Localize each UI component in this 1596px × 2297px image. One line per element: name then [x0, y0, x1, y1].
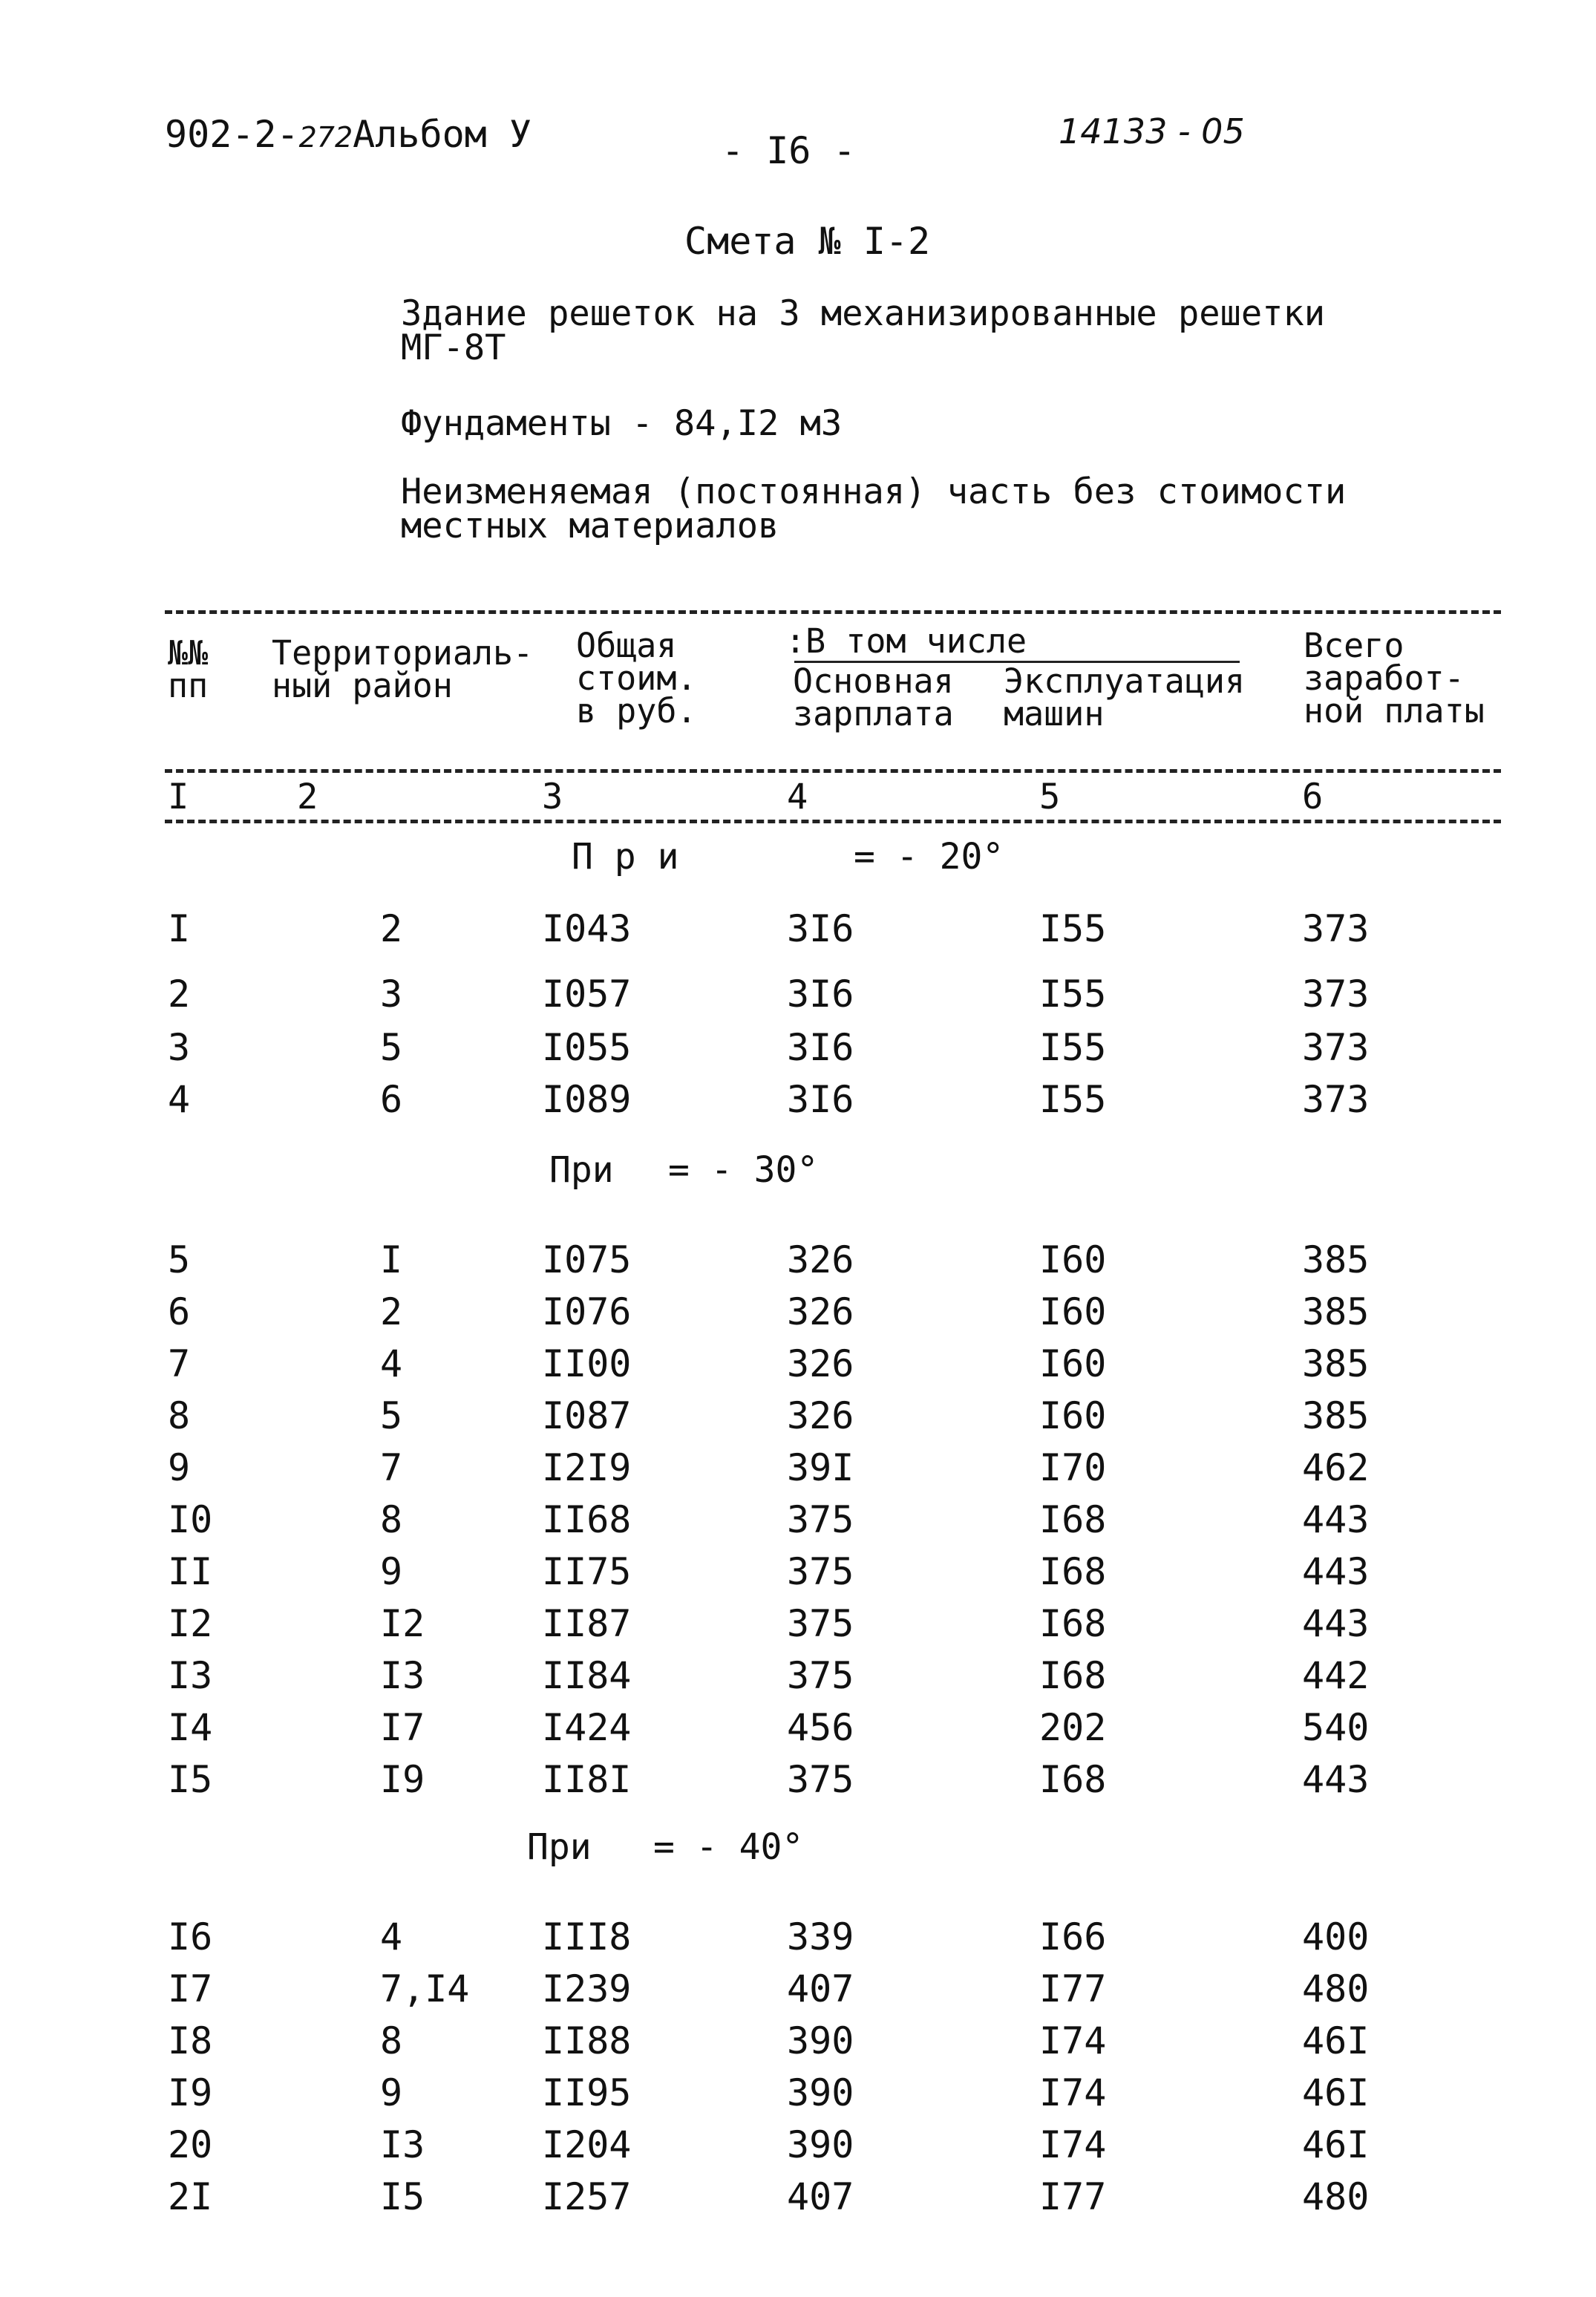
cell-total-wages: 462: [1302, 1446, 1370, 1489]
cell-machine-operation: 202: [1039, 1706, 1107, 1749]
cell-total-wages: 373: [1302, 973, 1370, 1016]
cell-base-wages: 326: [787, 1342, 854, 1385]
cell-machine-operation: I55: [1039, 907, 1107, 950]
cell-row-number: I2: [168, 1602, 213, 1645]
cell-total-cost: II00: [542, 1342, 632, 1385]
cell-base-wages: 407: [787, 2175, 854, 2218]
cell-total-wages: 373: [1302, 1026, 1370, 1069]
cell-machine-operation: I77: [1039, 1967, 1107, 2010]
cell-row-number: 4: [168, 1078, 191, 1121]
cell-base-wages: 39I: [787, 1446, 854, 1489]
cell-total-wages: 443: [1302, 1602, 1370, 1645]
cell-row-number: I3: [168, 1654, 213, 1697]
cell-base-wages: 339: [787, 1915, 854, 1958]
building-description: Здание решеток на 3 механизированные решетки МГ-8Т: [401, 293, 1326, 368]
cell-machine-operation: I55: [1039, 973, 1107, 1016]
cell-district: I3: [380, 2123, 425, 2166]
cost-part-description: Неизменяемая (постоянная) часть без стоимости местных материалов: [401, 471, 1347, 546]
cell-machine-operation: I74: [1039, 2019, 1107, 2062]
cell-district: I5: [380, 2175, 425, 2218]
cell-total-wages: 385: [1302, 1342, 1370, 1385]
cell-machine-operation: I68: [1039, 1550, 1107, 1593]
cell-district: 5: [380, 1026, 403, 1069]
cell-row-number: I9: [168, 2071, 213, 2114]
cell-total-wages: 373: [1302, 907, 1370, 950]
cell-base-wages: 3I6: [787, 973, 854, 1016]
cell-total-cost: II8I: [542, 1758, 632, 1801]
cell-total-cost: II75: [542, 1550, 632, 1593]
cell-total-cost: II87: [542, 1602, 632, 1645]
cell-district: I7: [380, 1706, 425, 1749]
column-number-base-wages: 4: [787, 777, 808, 817]
cell-machine-operation: I68: [1039, 1758, 1107, 1801]
cell-district: 7: [380, 1446, 403, 1489]
cell-total-cost: I043: [542, 907, 632, 950]
cell-row-number: I: [168, 907, 191, 950]
cell-total-cost: II84: [542, 1654, 632, 1697]
cell-row-number: I4: [168, 1706, 213, 1749]
section-label: При: [549, 1149, 614, 1191]
cell-row-number: 9: [168, 1446, 191, 1489]
cell-total-wages: 400: [1302, 1915, 1370, 1958]
cell-machine-operation: I55: [1039, 1078, 1107, 1121]
cell-total-wages: 46I: [1302, 2019, 1370, 2062]
cell-total-wages: 443: [1302, 1550, 1370, 1593]
cell-total-cost: I239: [542, 1967, 632, 2010]
cell-total-wages: 46I: [1302, 2123, 1370, 2166]
cell-base-wages: 375: [787, 1550, 854, 1593]
cell-district: 2: [380, 1290, 403, 1333]
cell-base-wages: 326: [787, 1238, 854, 1281]
cell-total-cost: I087: [542, 1394, 632, 1437]
cell-row-number: 7: [168, 1342, 191, 1385]
foundations-volume: Фундаменты - 84,I2 м3: [401, 403, 843, 444]
cell-machine-operation: I68: [1039, 1654, 1107, 1697]
cell-total-wages: 443: [1302, 1498, 1370, 1541]
cell-district: I9: [380, 1758, 425, 1801]
header-territorial-district: Территориаль- ный район: [272, 633, 534, 705]
cell-row-number: I6: [168, 1915, 213, 1958]
cell-row-number: II: [168, 1550, 213, 1593]
cell-machine-operation: I66: [1039, 1915, 1107, 1958]
column-number-total-cost: 3: [542, 777, 563, 817]
handwritten-code: 272: [298, 121, 353, 154]
header-bottom-rule: [165, 769, 1501, 773]
cell-total-wages: 442: [1302, 1654, 1370, 1697]
cell-total-wages: 385: [1302, 1394, 1370, 1437]
cell-row-number: 2I: [168, 2175, 213, 2218]
cell-machine-operation: I74: [1039, 2071, 1107, 2114]
header-machine-operation: Эксплуатация машин: [1004, 661, 1246, 733]
cell-district: 8: [380, 1498, 403, 1541]
cell-district: 4: [380, 1342, 403, 1385]
header-total-cost: Общая стоим. в руб.: [576, 626, 697, 731]
cell-row-number: I0: [168, 1498, 213, 1541]
cell-base-wages: 456: [787, 1706, 854, 1749]
cell-district: 4: [380, 1915, 403, 1958]
column-number-row-number: I: [168, 777, 189, 817]
cell-base-wages: 3I6: [787, 907, 854, 950]
cell-base-wages: 375: [787, 1602, 854, 1645]
cell-machine-operation: I55: [1039, 1026, 1107, 1069]
cell-district: I2: [380, 1602, 425, 1645]
cell-total-cost: I2I9: [542, 1446, 632, 1489]
cell-district: I: [380, 1238, 403, 1281]
cell-total-cost: III8: [542, 1915, 632, 1958]
header-base-wages: Основная зарплата: [793, 661, 954, 733]
cell-row-number: 2: [168, 973, 191, 1016]
cell-row-number: 3: [168, 1026, 191, 1069]
cell-total-cost: I055: [542, 1026, 632, 1069]
cell-total-wages: 540: [1302, 1706, 1370, 1749]
cell-total-wages: 373: [1302, 1078, 1370, 1121]
cell-base-wages: 3I6: [787, 1078, 854, 1121]
cell-total-cost: I424: [542, 1706, 632, 1749]
cell-base-wages: 375: [787, 1498, 854, 1541]
cell-machine-operation: I60: [1039, 1394, 1107, 1437]
cell-base-wages: 375: [787, 1758, 854, 1801]
section-temperature: = - 30°: [668, 1149, 819, 1191]
cell-district: I3: [380, 1654, 425, 1697]
header-total-wages: Всего заработ- ной платы: [1304, 626, 1485, 731]
section-label: При: [527, 1826, 592, 1868]
cell-machine-operation: I68: [1039, 1602, 1107, 1645]
cell-base-wages: 326: [787, 1290, 854, 1333]
cell-total-wages: 46I: [1302, 2071, 1370, 2114]
cell-row-number: I7: [168, 1967, 213, 2010]
cell-total-wages: 480: [1302, 1967, 1370, 2010]
cell-total-wages: 385: [1302, 1290, 1370, 1333]
cell-row-number: 20: [168, 2123, 213, 2166]
cell-machine-operation: I60: [1039, 1238, 1107, 1281]
cell-total-wages: 385: [1302, 1238, 1370, 1281]
cell-machine-operation: I77: [1039, 2175, 1107, 2218]
cell-district: 7,I4: [380, 1967, 470, 2010]
cell-row-number: 8: [168, 1394, 191, 1437]
column-numbers-rule: [165, 820, 1501, 823]
column-number-machine-operation: 5: [1039, 777, 1061, 817]
cell-row-number: 6: [168, 1290, 191, 1333]
cell-total-cost: II68: [542, 1498, 632, 1541]
estimate-title: Смета № I-2: [684, 220, 931, 263]
cell-total-wages: 443: [1302, 1758, 1370, 1801]
table-top-rule: [165, 610, 1501, 614]
page-number: - I6 -: [722, 129, 856, 172]
column-number-district: 2: [297, 777, 318, 817]
handwritten-inventory-number: 14133 - 05: [1059, 111, 1245, 151]
cell-machine-operation: I60: [1039, 1342, 1107, 1385]
cell-district: 9: [380, 1550, 403, 1593]
cell-district: 6: [380, 1078, 403, 1121]
cell-machine-operation: I60: [1039, 1290, 1107, 1333]
section-label: П р и: [572, 836, 679, 878]
section-temperature: = - 40°: [653, 1826, 804, 1868]
section-temperature: = - 20°: [854, 836, 1004, 878]
cell-base-wages: 407: [787, 1967, 854, 2010]
cell-total-cost: II95: [542, 2071, 632, 2114]
cell-base-wages: 375: [787, 1654, 854, 1697]
header-including-group: :В том числе: [785, 621, 1027, 661]
cell-base-wages: 326: [787, 1394, 854, 1437]
cell-total-cost: II88: [542, 2019, 632, 2062]
cell-total-cost: I075: [542, 1238, 632, 1281]
cell-machine-operation: I70: [1039, 1446, 1107, 1489]
column-number-total-wages: 6: [1302, 777, 1324, 817]
cell-row-number: I8: [168, 2019, 213, 2062]
cell-district: 5: [380, 1394, 403, 1437]
cell-base-wages: 390: [787, 2123, 854, 2166]
cell-district: 9: [380, 2071, 403, 2114]
cell-row-number: I5: [168, 1758, 213, 1801]
cell-district: 3: [380, 973, 403, 1016]
cell-district: 8: [380, 2019, 403, 2062]
cell-base-wages: 390: [787, 2019, 854, 2062]
cell-base-wages: 3I6: [787, 1026, 854, 1069]
cell-total-cost: I076: [542, 1290, 632, 1333]
cell-total-cost: I089: [542, 1078, 632, 1121]
cell-base-wages: 390: [787, 2071, 854, 2114]
cell-total-cost: I204: [542, 2123, 632, 2166]
cell-machine-operation: I68: [1039, 1498, 1107, 1541]
header-row-number: №№ пп: [168, 633, 209, 705]
cell-row-number: 5: [168, 1238, 191, 1281]
cell-total-wages: 480: [1302, 2175, 1370, 2218]
cell-machine-operation: I74: [1039, 2123, 1107, 2166]
document-code: 902-2-272Альбом У: [165, 113, 532, 156]
cell-total-cost: I257: [542, 2175, 632, 2218]
cell-total-cost: I057: [542, 973, 632, 1016]
cell-district: 2: [380, 907, 403, 950]
